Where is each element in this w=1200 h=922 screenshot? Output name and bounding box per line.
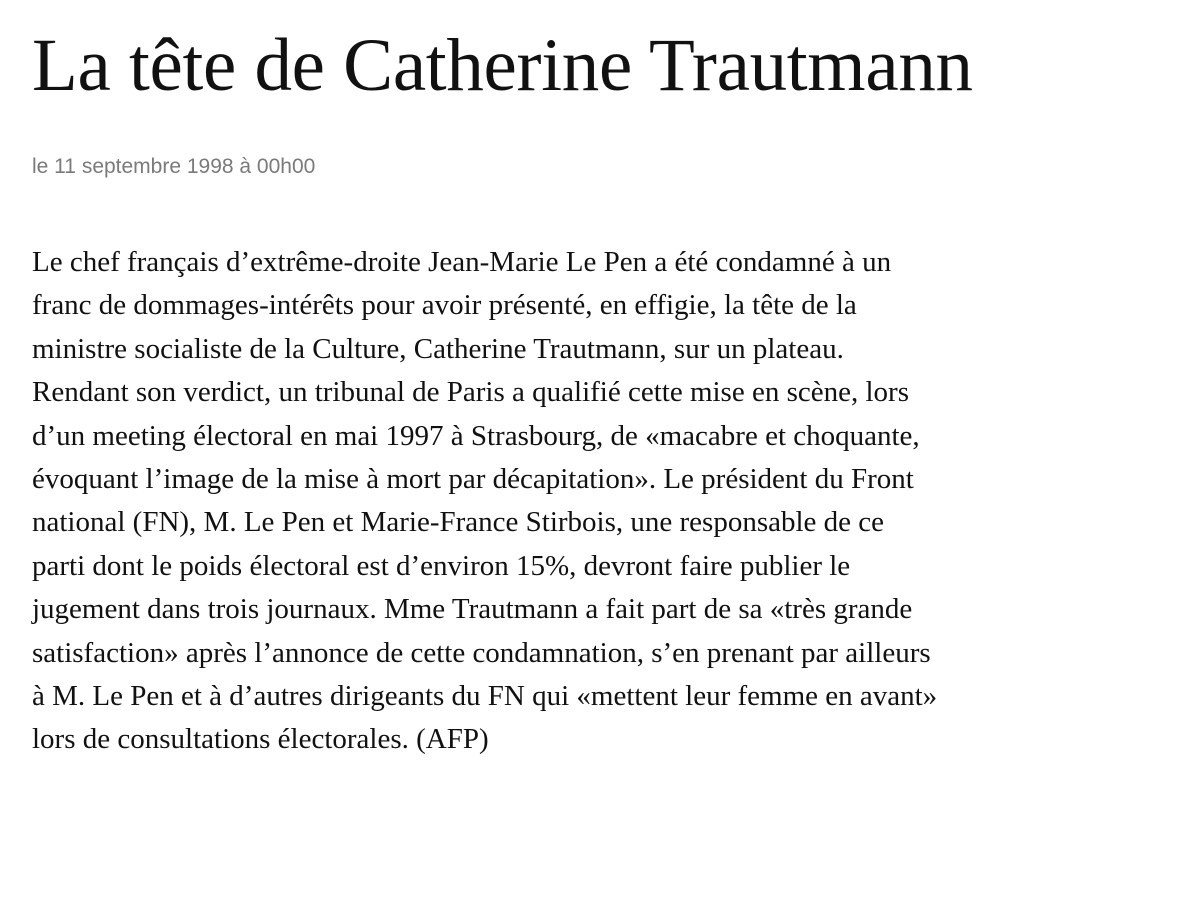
body-line: national (FN), M. Le Pen et Marie-France Stirbois, une responsable de ce xyxy=(32,506,885,539)
body-line: satisfaction» après l’annonce de cette condamnation, s’en prenant par ailleurs xyxy=(32,636,931,669)
body-line: jugement dans trois journaux. Mme Trautmann a fait part de sa «très grande xyxy=(32,593,913,626)
body-line: à M. Le Pen et à d’autres dirigeants du FN qui «mettent leur femme en avant» xyxy=(32,680,938,713)
article-title: La tête de Catherine Trautmann xyxy=(32,24,973,107)
body-line: évoquant l’image de la mise à mort par décapitation». Le président du Front xyxy=(32,463,914,496)
body-line: parti dont le poids électoral est d’environ 15%, devront faire publier le xyxy=(32,549,851,582)
body-line: lors de consultations électorales. (AFP) xyxy=(32,723,489,756)
body-line: d’un meeting électoral en mai 1997 à Strasbourg, de «macabre et choquante, xyxy=(32,419,920,452)
body-line: franc de dommages-intérêts pour avoir présenté, en effigie, la tête de la xyxy=(32,289,857,322)
article-body xyxy=(32,241,1182,762)
body-line: Rendant son verdict, un tribunal de Paris a qualifié cette mise en scène, lors xyxy=(32,376,909,409)
publication-date: le 11 septembre 1998 à 00h00 xyxy=(32,155,316,178)
body-line: Le chef français d’extrême-droite Jean-Marie Le Pen a été condamné à un xyxy=(32,246,892,278)
article xyxy=(32,0,1182,762)
body-line: ministre socialiste de la Culture, Catherine Trautmann, sur un plateau. xyxy=(32,332,844,365)
